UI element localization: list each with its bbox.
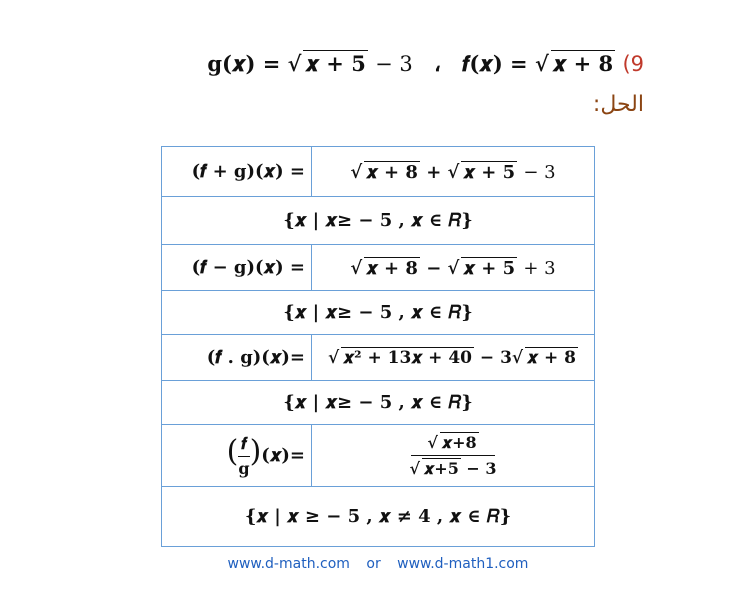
solution-label: الحل: xyxy=(592,92,644,117)
sum-expression: √ 𝒙 + 𝟖 + √ 𝒙 + 𝟓 − 3 xyxy=(312,147,595,197)
separator: ، xyxy=(434,51,441,76)
quotient-denominator: √ 𝒙+𝟓 − 𝟑 xyxy=(409,459,497,478)
table-row xyxy=(162,425,595,487)
table-row xyxy=(162,381,595,425)
difference-expression: √ 𝒙 + 𝟖 − √ 𝒙 + 𝟓 + 3 xyxy=(312,245,595,291)
problem-statement xyxy=(207,50,644,77)
table-row xyxy=(162,147,595,197)
quotient-label: ( $\frac{\text{𝒇}}{\text{𝐠}}$ )(𝒙)= xyxy=(162,425,312,487)
quotient-numerator: √ 𝒙+𝟖 xyxy=(427,433,477,452)
table-row xyxy=(162,487,595,547)
f-definition: 𝒇(𝒙) = √ 𝒙 + 𝟖 xyxy=(462,51,614,76)
footer-link-2[interactable]: www.d-math1.com xyxy=(397,556,529,572)
footer-or: or xyxy=(366,556,381,572)
product-label: (𝒇 . 𝐠)(𝒙)= xyxy=(162,335,312,381)
footer-link-1[interactable]: www.d-math.com xyxy=(227,556,350,572)
difference-domain: {𝒙 | 𝒙≥ − 5 , 𝒙 ∈ 𝑅} xyxy=(162,291,595,335)
footer xyxy=(0,556,756,572)
table-row xyxy=(162,245,595,291)
problem-number: (9 xyxy=(622,52,644,76)
quotient-domain: {𝒙 | 𝒙 ≥ − 5 , 𝒙 ≠ 4 , 𝒙 ∈ 𝑅} xyxy=(162,487,595,547)
table-row xyxy=(162,335,595,381)
sum-domain: {𝒙 | 𝒙≥ − 5 , 𝒙 ∈ 𝑅} xyxy=(162,197,595,245)
table-row xyxy=(162,291,595,335)
sum-label: (𝒇 + 𝐠)(𝒙) = xyxy=(162,147,312,197)
product-expression: √ 𝒙² + 𝟏𝟑𝒙 + 𝟒𝟎 − 𝟑√ 𝒙 + 𝟖 xyxy=(312,335,595,381)
quotient-expression xyxy=(312,425,595,487)
table-row xyxy=(162,197,595,245)
g-definition: 𝐠(𝒙) = √ 𝒙 + 𝟓 − 3 xyxy=(207,51,413,76)
product-domain: {𝒙 | 𝒙≥ − 5 , 𝒙 ∈ 𝑅} xyxy=(162,381,595,425)
difference-label: (𝒇 − 𝐠)(𝒙) = xyxy=(162,245,312,291)
solution-table xyxy=(161,146,595,547)
